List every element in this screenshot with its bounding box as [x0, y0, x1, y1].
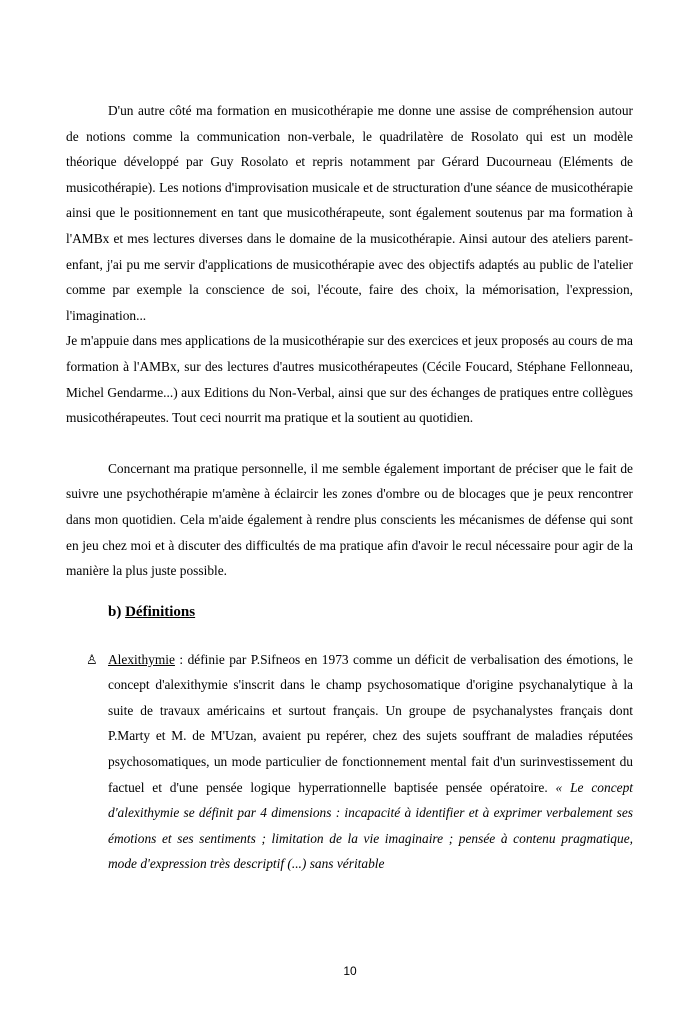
definition-body: : définie par P.Sifneos en 1973 comme un déficit de verbalisation des émotions, le concept d'alexithymie s'inscrit dans le champ psychosomatique d'origine psychanalytique à la suite de travaux américains et surtout français. Un groupe de psychanalystes français dont P.Marty et M. de M'Uzan, avaient pu repérer, chez des sujets souffrant de maladies réputées psychosomatiques, un mode particulier de fonctionnement mental fait d'un surinvestissement du factuel et d'une pensée logique hyperrationnelle baptisée pensée opératoire.: [108, 651, 633, 795]
definition-term: Alexithymie: [108, 651, 175, 667]
paragraph-musicotherapie-formation: D'un autre côté ma formation en musicothérapie me donne une assise de compréhension autour de notions comme la communication non-verbale, le quadrilatère de Rosolato qui est un modèle théorique développé par Guy Rosolato et repris notamment par Gérard Ducourneau (Eléments de musicothérapie). Les notions d'improvisation musicale et de structuration d'une séance de musicothérapie ainsi que le positionnement en tant que musicothérapeute, sont également soutenus par ma formation à l'AMBx et mes lectures diverses dans le domaine de la musicothérapie. Ainsi autour des ateliers parent-enfant, j'ai pu me servir d'applications de musicothérapie avec des objectifs adaptés au public de l'atelier comme par exemple la conscience de soi, l'écoute, faire des choix, la mémorisation, l'expression, l'imagination...: [66, 103, 633, 323]
paragraph-applications: Je m'appuie dans mes applications de la musicothérapie sur des exercices et jeux proposés au cours de ma formation à l'AMBx, sur des lectures d'autres musicothérapeutes (Cécile Foucard, Stéphane Fellonneau, Michel Gendarme...) aux Editions du Non-Verbal, ainsi que sur des échanges de pratiques entre collègues musicothérapeutes. Tout ceci nourrit ma pratique et la soutient au quotidien.: [66, 333, 633, 426]
page-number: 10: [343, 964, 357, 978]
section-prefix: b): [108, 603, 122, 620]
section-heading: [108, 600, 633, 625]
definition-text: [108, 647, 633, 877]
document-body: [66, 98, 633, 877]
paragraph-spacer: [66, 431, 633, 456]
definition-quote: « Le concept d'alexithymie se définit par 4 dimensions : incapacité à identifier et à exprimer verbalement ses émotions et ses sentiments ; limitation de la vie imaginaire ; pensée à contenu pragmatique, mode d'expression très descriptif (...) sans véritable: [108, 779, 633, 872]
bullet-icon: ♙: [86, 651, 98, 667]
section-title: Définitions: [125, 603, 196, 620]
paragraph-pratique-personnelle: Concernant ma pratique personnelle, il me semble également important de préciser que le fait de suivre une psychothérapie m'amène à éclaircir les zones d'ombre ou de blocages que je peux rencontrer dans mon quotidien. Cela m'aide également à rendre plus conscients les mécanismes de défense qui sont en jeu chez moi et à discuter des difficultés de ma pratique afin d'avoir le recul nécessaire pour agir de la manière la plus juste possible.: [66, 460, 633, 579]
definition-item: [66, 647, 633, 877]
